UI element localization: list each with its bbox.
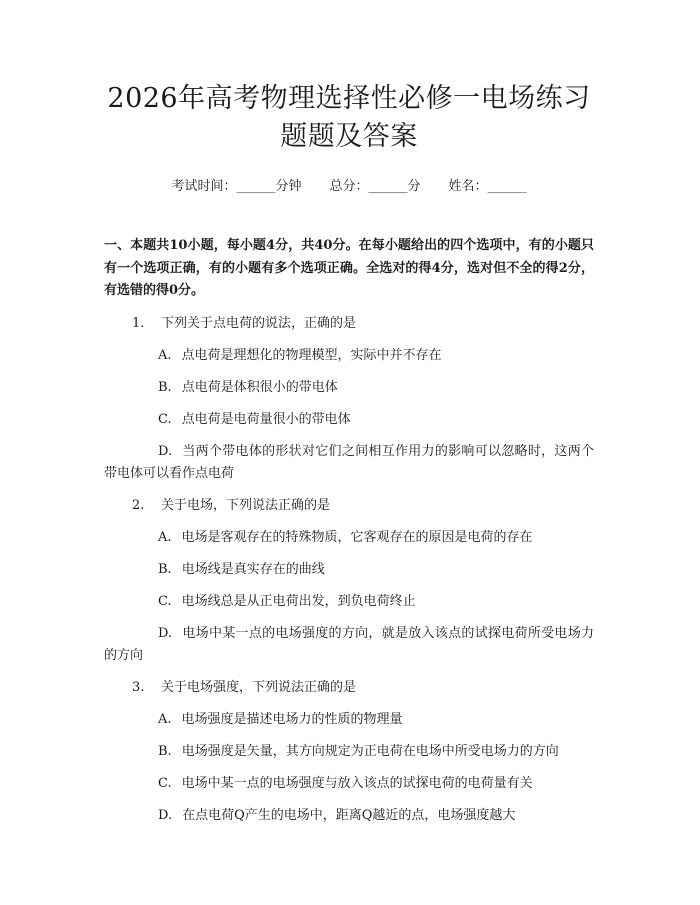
- option-text: 电场强度是矢量，其方向规定为正电荷在电场中所受电场力的方向: [181, 743, 559, 759]
- option-letter: B.: [158, 561, 172, 577]
- option-letter: A.: [158, 711, 172, 727]
- option-b: [104, 741, 594, 763]
- option-letter: C.: [158, 593, 172, 609]
- option-d: [104, 623, 594, 667]
- option-c: [104, 409, 594, 431]
- question-number: 1.: [132, 315, 145, 331]
- option-b: [104, 559, 594, 581]
- option-text: 点电荷是理想化的物理模型，实际中并不存在: [181, 347, 442, 363]
- question-number: 2.: [132, 497, 145, 513]
- question-1: [104, 313, 594, 485]
- question-stem: [104, 677, 594, 699]
- option-letter: A.: [158, 347, 172, 363]
- option-text: 当两个带电体的形状对它们之间相互作用力的影响可以忽略时，这两个带电体可以看作点电荷: [104, 443, 594, 481]
- question-3: [104, 677, 594, 827]
- option-c: [104, 773, 594, 795]
- option-text: 在点电荷Q产生的电场中，距离Q越近的点，电场强度越大: [182, 807, 516, 823]
- option-letter: D.: [158, 443, 173, 459]
- option-a: [104, 709, 594, 731]
- option-text: 电场是客观存在的特殊物质，它客观存在的原因是电荷的存在: [181, 529, 533, 545]
- option-letter: A.: [158, 529, 172, 545]
- option-c: [104, 591, 594, 613]
- page-title: 2026年高考物理选择性必修一电场练习题题及答案: [107, 83, 591, 152]
- exam-meta: [104, 177, 594, 197]
- option-b: [104, 377, 594, 399]
- option-letter: C.: [158, 775, 172, 791]
- option-text: 点电荷是电荷量很小的带电体: [181, 411, 351, 427]
- question-text: 下列关于点电荷的说法，正确的是: [161, 315, 357, 331]
- option-letter: B.: [158, 379, 172, 395]
- student-name-field: 姓名：______: [448, 179, 527, 194]
- option-text: 点电荷是体积很小的带电体: [181, 379, 338, 395]
- question-stem: [104, 495, 594, 517]
- option-text: 电场中某一点的电场强度的方向，就是放入该点的试探电荷所受电场力的方向: [104, 625, 594, 663]
- option-letter: D.: [158, 625, 173, 641]
- question-stem: [104, 313, 594, 335]
- option-text: 电场中某一点的电场强度与放入该点的试探电荷的电荷量有关: [181, 775, 533, 791]
- question-text: 关于电场强度，下列说法正确的是: [161, 679, 357, 695]
- option-text: 电场强度是描述电场力的性质的物理量: [181, 711, 403, 727]
- option-a: [104, 527, 594, 549]
- section-instructions: 一、本题共10小题，每小题4分，共40分。在每小题给出的四个选项中，有的小题只有一个选项正确，有的小题有多个选项正确。全选对的得4分，选对但不全的得2分，有选错的得0分。: [104, 238, 594, 298]
- option-letter: B.: [158, 743, 172, 759]
- total-score-field: 总分：______分: [329, 179, 421, 194]
- option-d: [104, 441, 594, 485]
- option-text: 电场线总是从正电荷出发，到负电荷终止: [181, 593, 416, 609]
- option-text: 电场线是真实存在的曲线: [181, 561, 325, 577]
- option-letter: C.: [158, 411, 172, 427]
- exam-time-field: 考试时间：______分钟: [171, 179, 302, 194]
- option-letter: D.: [158, 807, 173, 823]
- option-a: [104, 345, 594, 367]
- question-number: 3.: [132, 679, 145, 695]
- option-d: [104, 805, 594, 827]
- question-2: [104, 495, 594, 667]
- question-text: 关于电场，下列说法正确的是: [161, 497, 331, 513]
